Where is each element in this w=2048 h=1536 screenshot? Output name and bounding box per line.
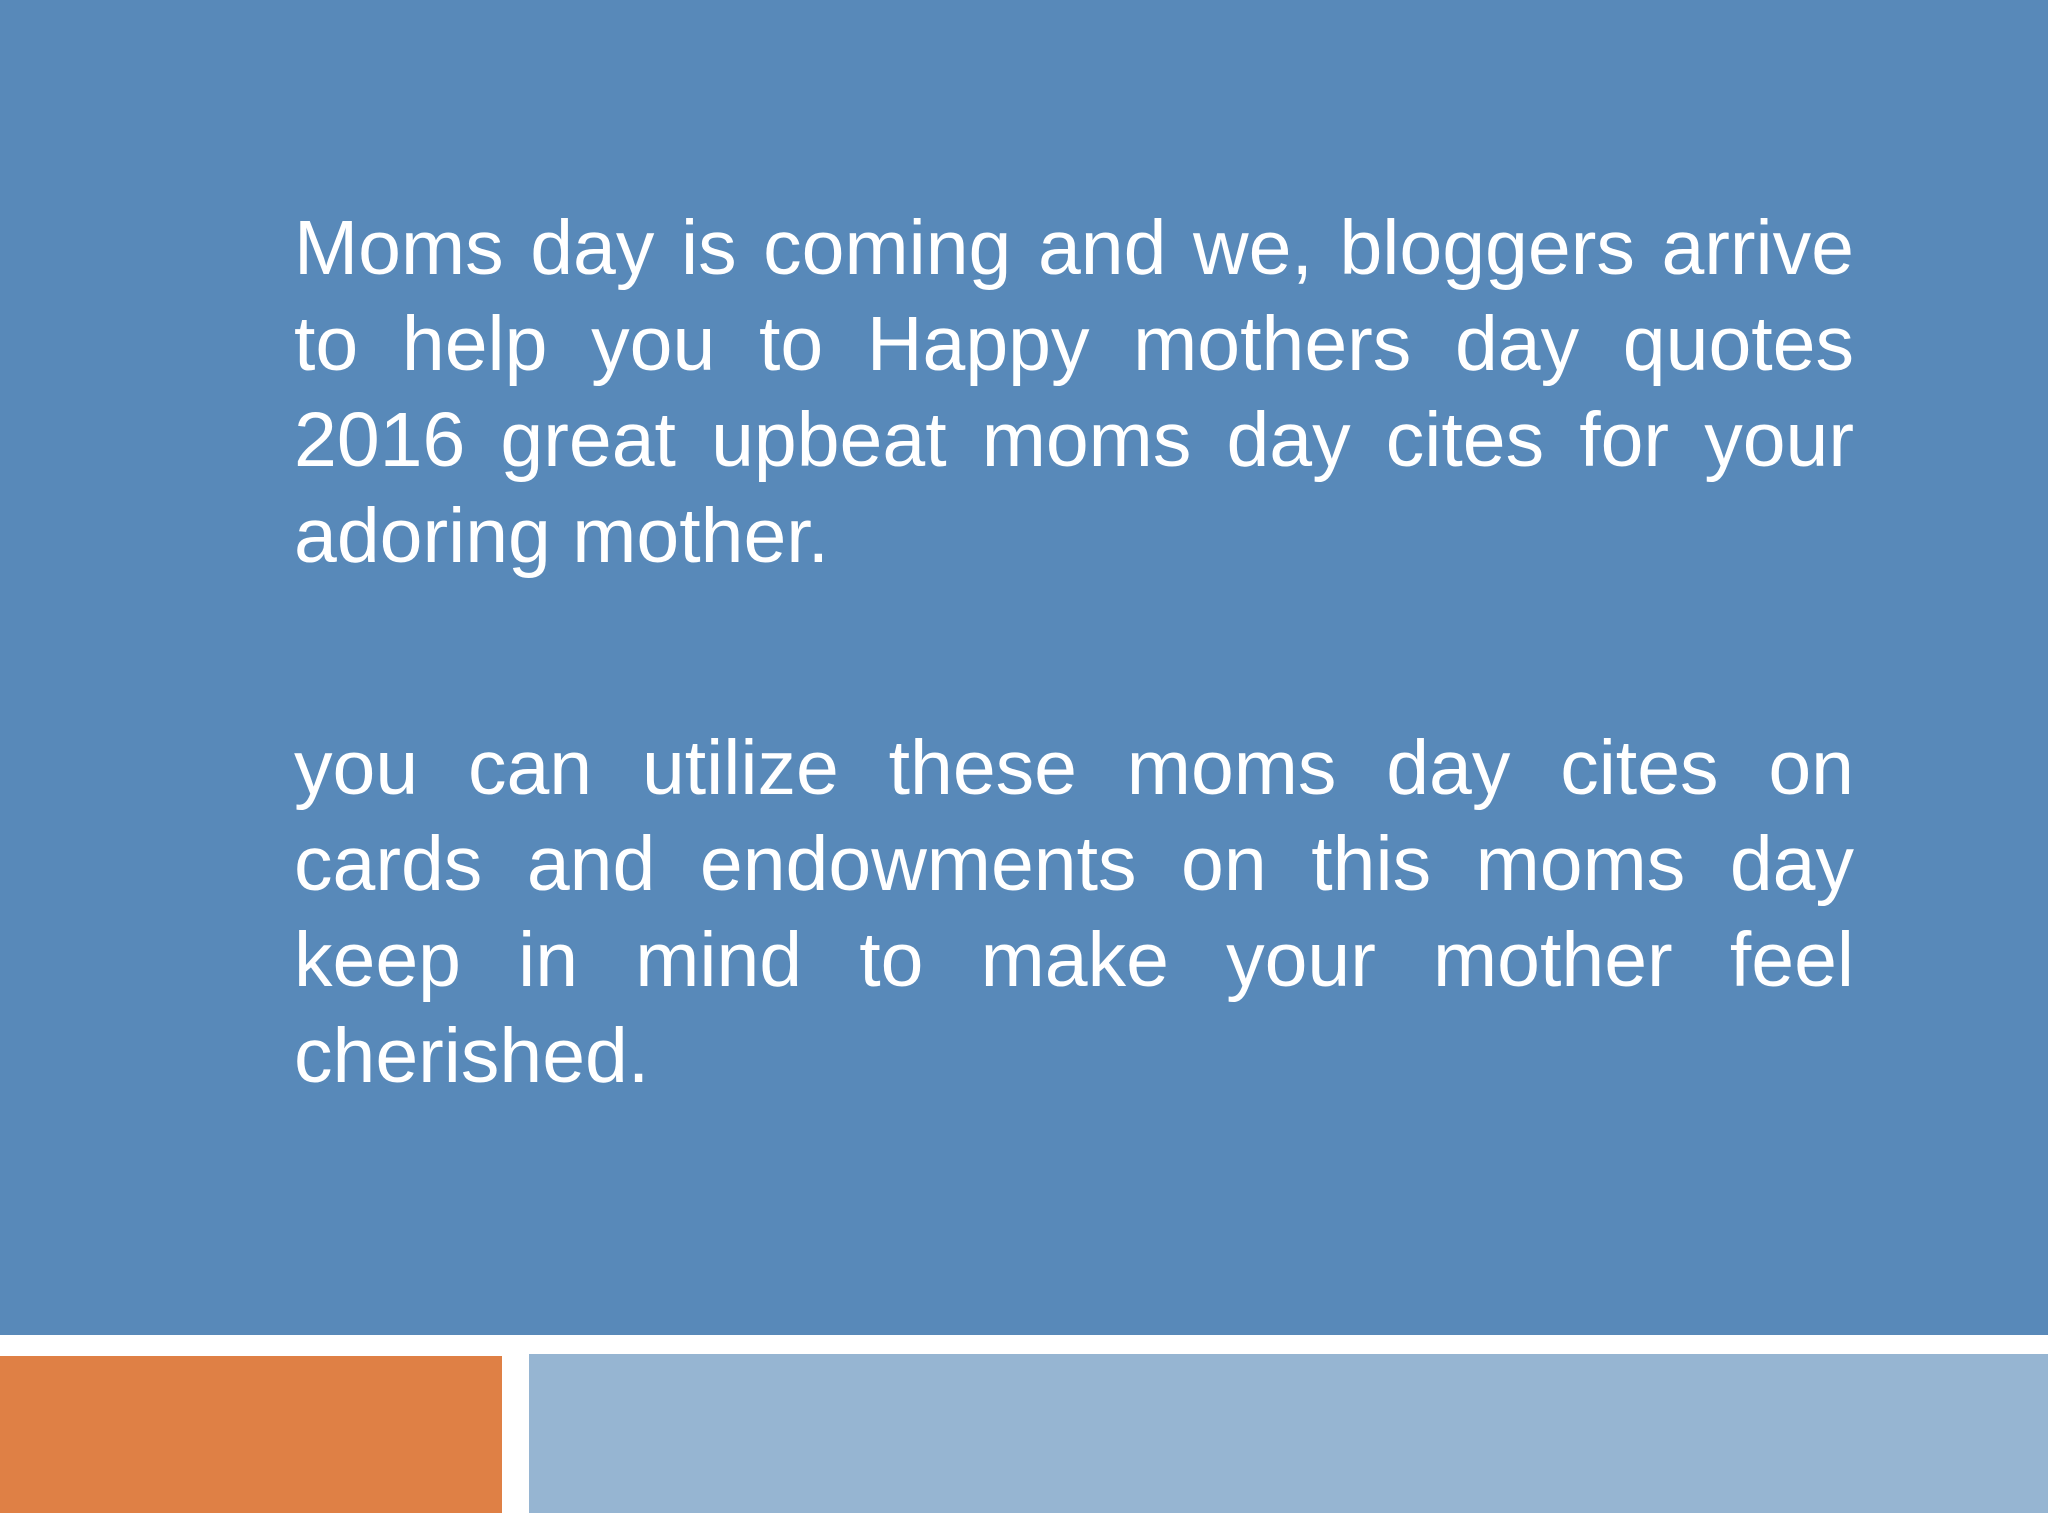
paragraph-2: you can utilize these moms day cites on cards and endowments on this moms day keep in mind to make your mother feel cherished.	[294, 725, 1854, 1099]
paragraph-1: Moms day is coming and we, bloggers arrive to help you to Happy mothers day quotes 2016 great upbeat moms day cites for your adoring mother.	[294, 205, 1854, 579]
footer-orange-block	[0, 1356, 502, 1513]
footer-blue-block	[529, 1354, 2048, 1513]
slide-body-text	[294, 200, 1854, 1104]
